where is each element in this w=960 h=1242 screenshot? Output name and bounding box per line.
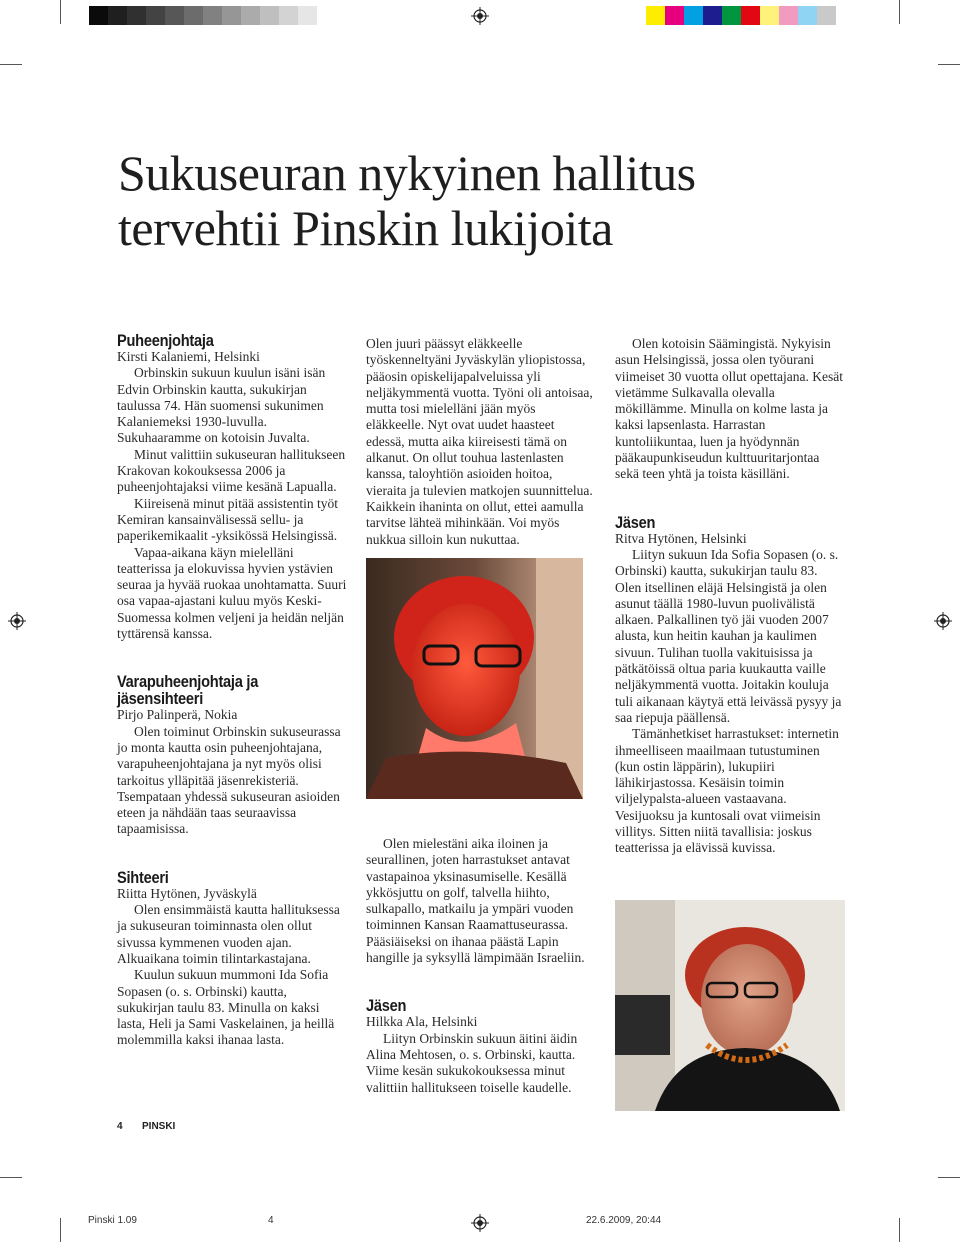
crop-mark <box>938 64 960 65</box>
slug-datetime: 22.6.2009, 20:44 <box>586 1215 662 1226</box>
paragraph: Minut valittiin sukuseuran hallitukseen Krakovan kokouksessa 2006 ja puheenjohtajaksi viime kesänä Lapualla. <box>117 446 346 495</box>
member-name: Hilkka Ala, Helsinki <box>366 1014 478 1030</box>
member-name: Riitta Hytönen, Jyväskylä <box>117 885 257 901</box>
crop-mark <box>0 1177 22 1178</box>
color-swatch <box>108 6 127 25</box>
registration-mark-icon <box>8 612 26 630</box>
paragraph: Vapaa-aikana käyn mielelläni teatterissa ja elokuvissa hyvien ystävien seuraa ja hyvää ruokaa unohtamatta. Suuri osa vapaa-ajastani kuluu myös Keski-Suomessa kolmen veljeni ja heidän neljän tyttärensä kanssa. <box>117 544 347 642</box>
section-heading-jasen-1: Jäsen <box>366 996 407 1016</box>
registration-mark-icon <box>471 7 489 25</box>
color-swatch <box>646 6 665 25</box>
color-swatch <box>184 6 203 25</box>
portrait-photo-riitta-hytonen <box>366 558 583 799</box>
color-swatch <box>260 6 279 25</box>
member-name: Kirsti Kalaniemi, Helsinki <box>117 349 260 364</box>
paragraph: Kiireisenä minut pitää assistentin työt Kemiran kansainvälisessä sellu- ja paperikemikaalit -yksikössä Helsingissä. <box>117 495 338 544</box>
portrait-photo-ritva-hytonen <box>615 900 845 1111</box>
article-column-3 <box>615 336 845 857</box>
color-swatch <box>222 6 241 25</box>
paragraph: Kuulun sukuun mummoni Ida Sofia Sopasen (o. s. Orbinski) kautta, sukukirjan taulu 83. Minulla on kaksi lasta, Heli ja Sami Vaskelainen, ja heillä molemmilla kaksi ihanaa lasta. <box>117 967 335 1048</box>
publication-name: PINSKI <box>142 1121 176 1132</box>
member-name: Ritva Hytönen, Helsinki <box>615 530 747 546</box>
section-heading-puheenjohtaja: Puheenjohtaja <box>117 331 214 350</box>
color-swatch <box>798 6 817 25</box>
color-swatch <box>203 6 222 25</box>
paragraph: Olen toiminut Orbinskin sukuseurassa jo monta kautta osin puheenjohtajana, varapuheenjohtajana ja nyt myös olisi tarkoitus ylläpitää jäsenrekisteriä. Tsempataan yhdessä sukuseuran asioiden eteen ja nähdään taas seuraavissa tapaamisissa. <box>117 723 341 837</box>
paragraph: Olen mielestäni aika iloinen ja seurallinen, joten harrastukset antavat vastapainoa yksinasumiselle. Kesällä ykkösjuttu on golf, talvella hiihto, sulkapallo, matkailu ja ympäri vuoden toiminnen Kansan Raamattuseurassa. Pääsiäiseksi on ihanaa päästä Lapin hangille ja syksyllä lämpimään Israeliin. <box>366 836 585 966</box>
paragraph: Orbinskin sukuun kuulun isäni isän Edvin Orbinskin kautta, sukukirjan taulussa 74. Hän suomensi sukunimen Kalaniemeksi 1930-luvulla. Sukuhaaramme on kotoisin Juvalta. <box>117 365 326 446</box>
headline-line-2: tervehtii Pinskin lukijoita <box>118 200 613 256</box>
page-number: 4 <box>117 1121 123 1132</box>
color-swatch <box>722 6 741 25</box>
article-column-1 <box>117 332 347 1049</box>
article-column-2-top <box>366 336 594 548</box>
registration-mark-icon <box>934 612 952 630</box>
section-heading-jasen-2: Jäsen <box>615 512 656 532</box>
paragraph: Olen ensimmäistä kautta hallituksessa ja sukuseuran toiminnasta olen ollut sivussa kymmenen vuoden ajan. Alkuaikana toimin tilintarkastajana. <box>117 902 340 966</box>
grayscale-color-bar <box>89 6 317 25</box>
color-swatch <box>741 6 760 25</box>
color-swatch <box>684 6 703 25</box>
slug-page-number: 4 <box>268 1215 274 1226</box>
section-heading-sihteeri: Sihteeri <box>117 867 169 887</box>
color-swatch <box>241 6 260 25</box>
crop-mark <box>899 0 900 24</box>
color-swatch <box>665 6 684 25</box>
headline-line-1: Sukuseuran nykyinen hallitus <box>118 145 696 201</box>
paragraph: Liityn Orbinskin sukuun äitini äidin Alina Mehtosen, o. s. Orbinski, kautta. Viime kesän sukukokouksessa minut valittiin hallitukseen toiselle kaudelle. <box>366 1030 578 1095</box>
crop-mark <box>60 1218 61 1242</box>
page-headline <box>118 146 878 256</box>
crop-mark <box>899 1218 900 1242</box>
process-color-bar <box>646 6 836 25</box>
color-swatch <box>127 6 146 25</box>
paragraph: Tämänhetkiset harrastukset: internetin ihmeelliseen maailmaan tutustuminen (kun ostin läppärin), lukupiiri lähikirjastossa. Kesäisin toimin viljelypalsta-alueen vastaavana. Vesijuoksu ja kuntosali ovat viimeisin villitys. Sitten niitä tavallisia: joskus teatterissa ja elävissä kuvissa. <box>615 726 839 856</box>
crop-mark <box>0 64 22 65</box>
article-column-2 <box>366 836 594 1096</box>
color-swatch <box>703 6 722 25</box>
paragraph: Olen juuri päässyt eläkkeelle työskenneltyäni Jyväskylän yliopistossa, pääosin opiskelijapalveluissa yli neljäkymmentä vuotta. Työni oli antoisaa, mutta tosi mielelläni jään myös eläkkeelle. Nyt ovat uudet haasteet edessä, mutta aika kiireisesti tämä on alkanut. On ollut touhua lastenlasten kanssa, taloyhtiön asioiden hoitoa, vieraita ja tulevien matkojen suunnittelua. Kaikkein ihaninta on ollut, ettei aamulla tarvitse lähteä mihinkään. Voi myös nukkua silloin kun nukuttaa. <box>366 336 593 547</box>
color-swatch <box>279 6 298 25</box>
portrait-image <box>615 900 845 1111</box>
color-swatch <box>760 6 779 25</box>
paragraph: Olen kotoisin Säämingistä. Nykyisin asun Helsingissä, jossa olen työurani viimeiset 30 vuotta ollut opettajana. Kesät vietämme Sulkavalla olevalla mökillämme. Minulla on kolme lasta ja kaksi lapsenlasta. Harrastan kuntoliikuntaa, luen ja hyödynnän pääkaupunkiseudun kulttuuritarjontaa sekä teen yhtä ja toista käsilläni. <box>615 336 843 482</box>
color-swatch <box>89 6 108 25</box>
color-swatch <box>779 6 798 25</box>
color-swatch <box>298 6 317 25</box>
slug-file-name: Pinski 1.09 <box>88 1215 137 1226</box>
registration-mark-icon <box>471 1214 489 1232</box>
crop-mark <box>60 0 61 24</box>
member-name: Pirjo Palinperä, Nokia <box>117 707 238 723</box>
paragraph: Liityn sukuun Ida Sofia Sopasen (o. s. Orbinski) kautta, sukukirjan taulu 83. Olen itsellinen eläjä Helsingistä ja olen asunut täällä 1980-luvun puolivälistä alkaen. Palkallinen työ jäi vuoden 2007 alusta, kun heitin kauhan ja kaulimen sivuun. Tulihan tuolla vakituisissa ja pätkätöissä oltua paria kuukautta vaille neljäkymmentä vuotta. Joitakin kouluja tuli aikanaan käytyä että leivässä pysyy ja saa riepuja päällensä. <box>615 546 842 725</box>
portrait-image <box>366 558 583 799</box>
crop-mark <box>938 1177 960 1178</box>
color-swatch <box>165 6 184 25</box>
color-swatch <box>817 6 836 25</box>
section-heading-varapuheenjohtaja: Varapuheenjohtaja ja jäsensihteeri <box>117 672 259 709</box>
color-swatch <box>146 6 165 25</box>
